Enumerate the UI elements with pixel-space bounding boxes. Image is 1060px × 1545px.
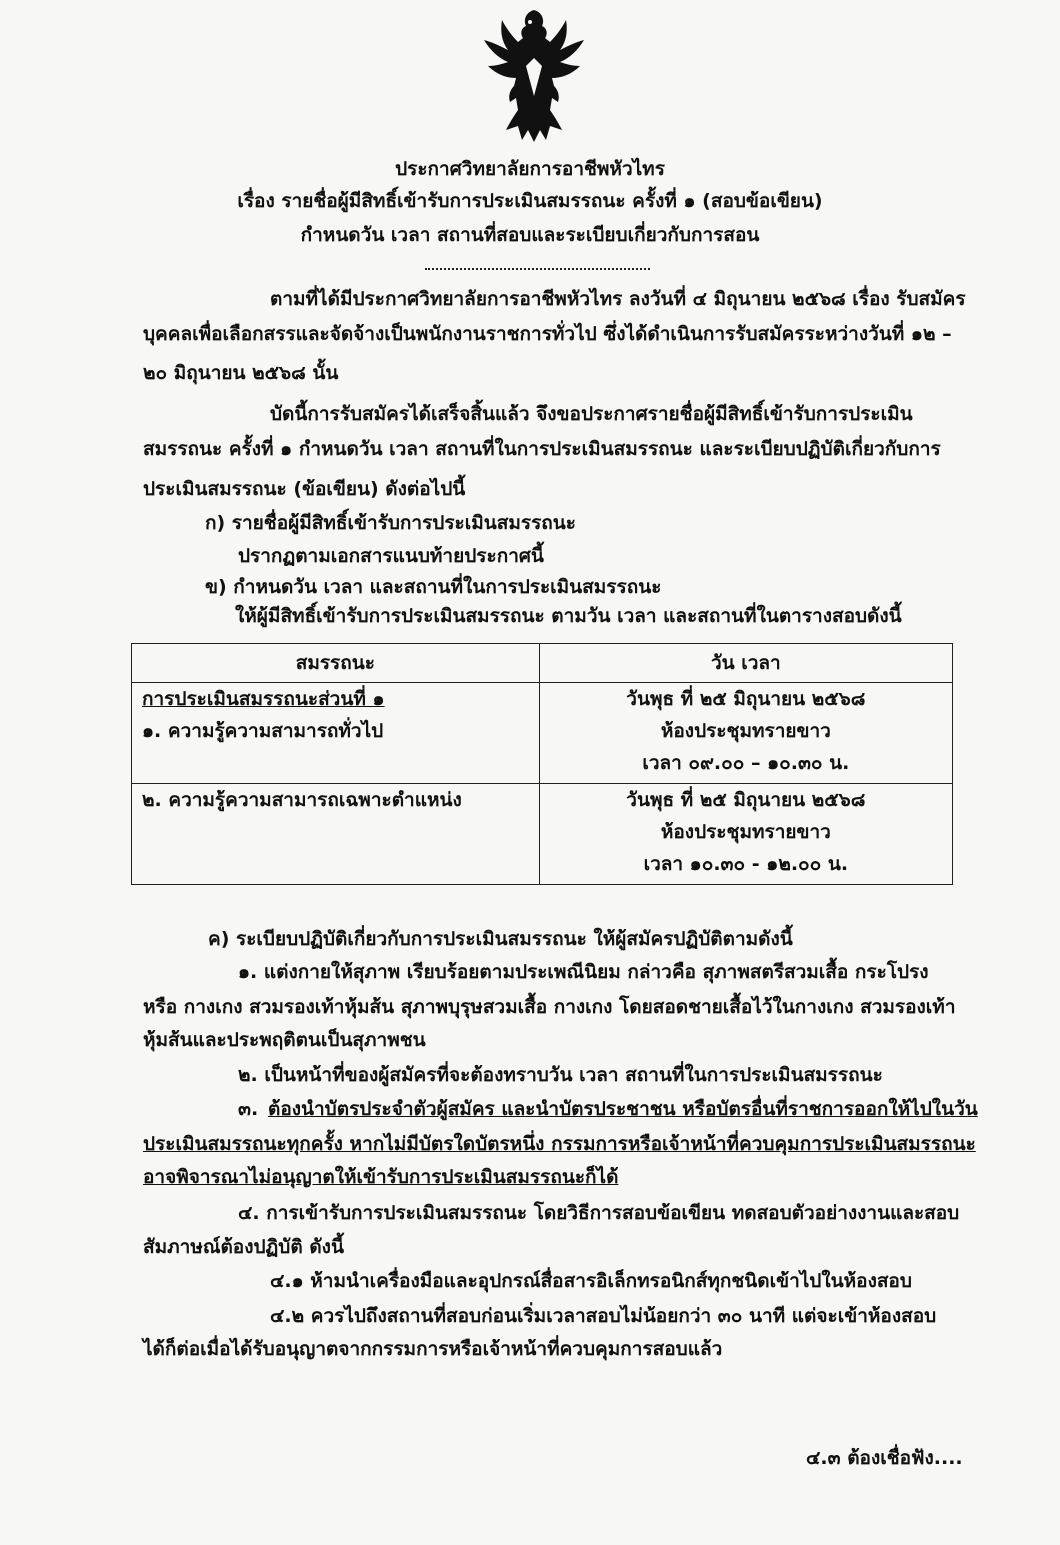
subrule-line: ๔.๒ ควรไปถึงสถานที่สอบก่อนเริ่มเวลาสอบไม่น้อยกว่า ๓๐ นาที แต่จะเข้าห้องสอบ <box>270 1305 937 1327</box>
paragraph-line: ประเมินสมรรถนะ (ข้อเขียน) ดังต่อไปนี้ <box>143 478 466 500</box>
subrule-line: ๔.๑ ห้ามนำเครื่องมือและอุปกรณ์สื่อสารอิเล็กทรอนิกส์ทุกชนิดเข้าไปในห้องสอบ <box>270 1270 912 1292</box>
section-label: การประเมินสมรรถนะส่วนที่ ๑ <box>142 688 385 710</box>
rule-line: สัมภาษณ์ต้องปฏิบัติ ดังนี้ <box>143 1236 344 1258</box>
rule-line: ๔. การเข้ารับการประเมินสมรรถนะ โดยวิธีการสอบข้อเขียน ทดสอบตัวอย่างงานและสอบ <box>238 1202 960 1224</box>
exam-place: ห้องประชุมทรายขาว <box>660 720 831 742</box>
rule-line-underlined: อาจพิจารณาไม่อนุญาตให้เข้ารับการประเมินสมรรถนะก็ได้ <box>143 1166 619 1188</box>
rule-line: หุ้มส้นและประพฤติตนเป็นสุภาพชน <box>143 1029 426 1051</box>
rule-line-underlined: ต้องนำบัตรประจำตัวผู้สมัคร และนำบัตรประชาชน หรือบัตรอื่นที่ราชการออกให้ไปในวัน <box>268 1098 978 1120</box>
schedule-table <box>131 643 953 885</box>
table-row <box>132 683 953 784</box>
table-header-competency: สมรรถนะ <box>132 644 540 683</box>
table-header-row <box>132 644 953 683</box>
paragraph-line: ๒๐ มิถุนายน ๒๕๖๘ นั้น <box>143 362 339 384</box>
table-header-datetime: วัน เวลา <box>539 644 952 683</box>
rule-line: ๑. แต่งกายให้สุภาพ เรียบร้อยตามประเพณีนิยม กล่าวคือ สุภาพสตรีสวมเสื้อ กระโปรง <box>238 961 929 983</box>
exam-place: ห้องประชุมทรายขาว <box>660 821 831 843</box>
rule-line-underlined: ประเมินสมรรถนะทุกครั้ง หากไม่มีบัตรใดบัตรหนึ่ง กรรมการหรือเจ้าหน้าที่ควบคุมการประเมินสมรรถนะ <box>143 1133 976 1155</box>
item-a-detail: ปรากฏตามเอกสารแนบท้ายประกาศนี้ <box>238 545 544 567</box>
garuda-emblem-icon <box>476 6 592 146</box>
announcement-title: ประกาศวิทยาลัยการอาชีพหัวไทร <box>395 158 665 180</box>
rule-line: หรือ กางเกง สวมรองเท้าหุ้มส้น สุภาพบุรุษสวมเสื้อ กางเกง โดยสอดชายเสื้อไว้ในกางเกง สวมรองเท้า <box>143 996 956 1018</box>
paragraph-line: บุคคลเพื่อเลือกสรรและจัดจ้างเป็นพนักงานราชการทั่วไป ซึ่งได้ดำเนินการรับสมัครระหว่างวันที่ ๑๒ – <box>143 323 952 345</box>
item-b-detail: ให้ผู้มีสิทธิ์เข้ารับการประเมินสมรรถนะ ตามวัน เวลา และสถานที่ในตารางสอบดังนี้ <box>235 605 902 627</box>
title-divider <box>425 268 650 270</box>
paragraph-line: ตามที่ได้มีประกาศวิทยาลัยการอาชีพหัวไทร ลงวันที่ ๔ มิถุนายน ๒๕๖๘ เรื่อง รับสมัคร <box>270 288 966 310</box>
rule-line: ๒. เป็นหน้าที่ของผู้สมัครที่จะต้องทราบวัน เวลา สถานที่ในการประเมินสมรรถนะ <box>238 1064 883 1086</box>
continuation-note: ๔.๓ ต้องเชื่อฟัง.... <box>806 1447 963 1469</box>
rule-number: ๓. <box>238 1098 259 1120</box>
competency-item: ๒. ความรู้ความสามารถเฉพาะตำแหน่ง <box>142 789 462 811</box>
exam-time: เวลา ๑๐.๓๐ - ๑๒.๐๐ น. <box>643 853 849 875</box>
paragraph-line: บัดนี้การรับสมัครได้เสร็จสิ้นแล้ว จึงขอประกาศรายชื่อผู้มีสิทธิ์เข้ารับการประเมิน <box>270 403 913 425</box>
subrule-line: ได้ก็ต่อเมื่อได้รับอนุญาตจากกรรมการหรือเจ้าหน้าที่ควบคุมการสอบแล้ว <box>143 1338 723 1360</box>
table-row <box>132 784 953 885</box>
item-a-heading: ก) รายชื่อผู้มีสิทธิ์เข้ารับการประเมินสมรรถนะ <box>205 512 576 534</box>
exam-time: เวลา ๐๙.๐๐ – ๑๐.๓๐ น. <box>642 752 850 774</box>
item-c-heading: ค) ระเบียบปฏิบัติเกี่ยวกับการประเมินสมรรถนะ ให้ผู้สมัครปฏิบัติตามดังนี้ <box>208 928 793 950</box>
paragraph-line: สมรรถนะ ครั้งที่ ๑ กำหนดวัน เวลา สถานที่ในการประเมินสมรรถนะ และระเบียบปฏิบัติเกี่ยวกับการ <box>143 438 941 460</box>
competency-item: ๑. ความรู้ความสามารถทั่วไป <box>142 720 384 742</box>
item-b-heading: ข) กำหนดวัน เวลา และสถานที่ในการประเมินสมรรถนะ <box>205 576 662 598</box>
announcement-subject-2: กำหนดวัน เวลา สถานที่สอบและระเบียบเกี่ยวกับการสอน <box>300 224 760 246</box>
announcement-subject: เรื่อง รายชื่อผู้มีสิทธิ์เข้ารับการประเมินสมรรถนะ ครั้งที่ ๑ (สอบข้อเขียน) <box>237 190 823 212</box>
exam-date: วันพุธ ที่ ๒๕ มิถุนายน ๒๕๖๘ <box>626 688 866 710</box>
exam-date: วันพุธ ที่ ๒๕ มิถุนายน ๒๕๖๘ <box>626 789 866 811</box>
